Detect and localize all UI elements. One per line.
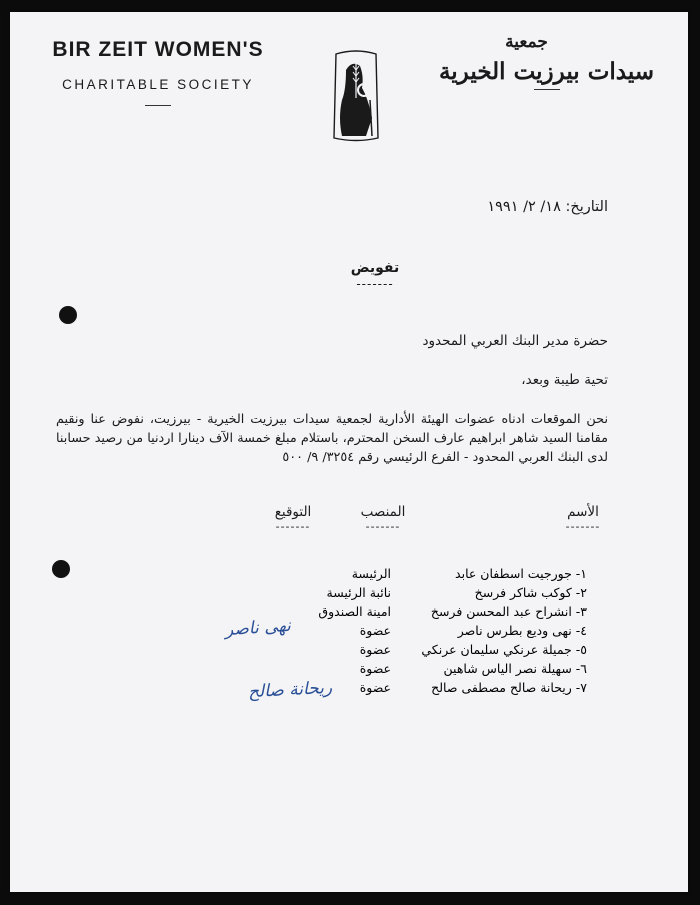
column-header-position: المنصب -------	[360, 504, 406, 533]
member-position: عضوة	[359, 661, 391, 676]
letter-greeting: تحية طيبة وبعد،	[521, 372, 608, 388]
letter-subject	[330, 260, 420, 291]
signature-member-7: ريحانة صالح	[247, 677, 333, 703]
subject-title: تفويض	[350, 260, 400, 276]
member-name: ٣- انشراح عبد المحسن فرسخ	[430, 604, 587, 619]
society-name-line2: CHARITABLE SOCIETY	[62, 77, 254, 92]
member-name: ٤- نهى وديع بطرس ناصر	[457, 623, 587, 638]
punch-hole-top	[59, 306, 77, 324]
header-divider	[145, 105, 171, 106]
column-header-name: الأسم -------	[565, 504, 601, 533]
punch-hole-bottom	[52, 560, 70, 578]
arabic-society-line1: جمعية	[505, 32, 548, 52]
member-name: ٥- جميلة عرنكي سليمان عرنكي	[421, 642, 587, 657]
member-name: ٢- كوكب شاكر فرسخ	[474, 585, 587, 600]
member-position: عضوة	[359, 623, 391, 638]
member-name: ١- جورجيت اسطفان عابد	[455, 566, 587, 581]
signature-member-4: نهى ناصر	[224, 615, 292, 641]
subject-underline: -------	[356, 277, 394, 291]
society-name-line1: BIR ZEIT WOMEN'S	[52, 38, 264, 61]
member-name: ٦- سهيلة نصر الياس شاهين	[443, 661, 587, 676]
letter-date: التاريخ: ١٨/ ٢/ ١٩٩١	[487, 199, 608, 215]
letter-addressee: حضرة مدير البنك العربي المحدود	[422, 333, 608, 349]
letter-body: نحن الموقعات ادناه عضوات الهيئة الأدارية لجمعية سيدات بيرزيت الخيرية - بيرزيت، نفوض عنا ونقيم مقامنا السيد شاهر ابراهيم عارف السخن المحترم، باستلام مبلغ خمسة الآف دينارا اردنيا من رصيد حسابنا لدى البنك العربي المحدود - الفرع الرئيسي رقم ٣٢٥٤/ ٩/ ٥٠٠	[56, 412, 608, 465]
member-position: الرئيسة	[351, 566, 391, 581]
member-name: ٧- ريحانة صالح مصطفى صالح	[431, 680, 587, 695]
arabic-header-divider	[534, 89, 560, 90]
society-emblem-icon	[332, 48, 380, 148]
arabic-society-line2: سيدات بيرزيت الخيرية	[438, 58, 655, 85]
member-position: نائبة الرئيسة	[326, 585, 391, 600]
column-header-signature: التوقيع -------	[274, 504, 312, 533]
english-letterhead	[48, 38, 268, 106]
member-position: عضوة	[359, 680, 391, 695]
member-position: امينة الصندوق	[318, 604, 391, 619]
arabic-letterhead	[434, 32, 659, 90]
member-position: عضوة	[359, 642, 391, 657]
letter-page	[10, 12, 688, 892]
